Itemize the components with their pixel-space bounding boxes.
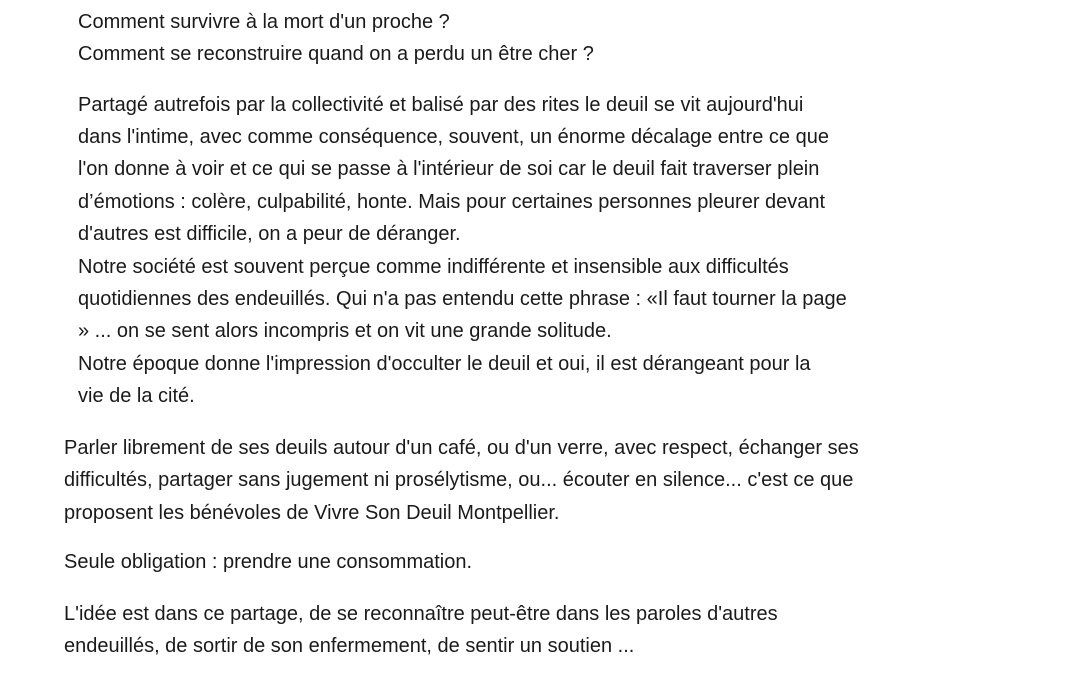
paragraph2-line: difficultés, partager sans jugement ni prosélytisme, ou... écouter en silence... c'est ce que — [64, 469, 854, 491]
paragraph1-line: Partagé autrefois par la collectivité et balisé par des rites le deuil se vit aujourd'hui — [78, 94, 804, 116]
paragraph1-line: dans l'intime, avec comme conséquence, souvent, un énorme décalage entre ce que — [78, 126, 829, 148]
paragraph1-line: Notre époque donne l'impression d'occulter le deuil et oui, il est dérangeant pour la — [78, 353, 811, 375]
question-line: Comment se reconstruire quand on a perdu un être cher ? — [78, 43, 594, 65]
paragraph1-line: d’émotions : colère, culpabilité, honte. Mais pour certaines personnes pleurer devant — [78, 191, 826, 213]
paragraph3-line: L'idée est dans ce partage, de se reconnaître peut-être dans les paroles d'autres — [64, 603, 778, 625]
obligation-line: Seule obligation : prendre une consommation. — [64, 551, 473, 573]
question-line: Comment survivre à la mort d'un proche ? — [78, 11, 450, 33]
paragraph1-line: Notre société est souvent perçue comme indifférente et insensible aux difficultés — [78, 256, 789, 278]
paragraph2-line: proposent les bénévoles de Vivre Son Deuil Montpellier. — [64, 502, 560, 524]
paragraph1-line: » ... on se sent alors incompris et on vit une grande solitude. — [78, 320, 612, 342]
paragraph3-line: endeuillés, de sortir de son enfermement, de sentir un soutien ... — [64, 635, 635, 657]
paragraph1-line: vie de la cité. — [78, 385, 195, 407]
paragraph1-line: d'autres est difficile, on a peur de déranger. — [78, 223, 461, 245]
paragraph2-line: Parler librement de ses deuils autour d'un café, ou d'un verre, avec respect, échanger ses — [64, 437, 859, 459]
paragraph1-line: l'on donne à voir et ce qui se passe à l'intérieur de soi car le deuil fait traverser plein — [78, 158, 820, 180]
paragraph1-line: quotidiennes des endeuillés. Qui n'a pas entendu cette phrase : «Il faut tourner la page — [78, 288, 847, 310]
